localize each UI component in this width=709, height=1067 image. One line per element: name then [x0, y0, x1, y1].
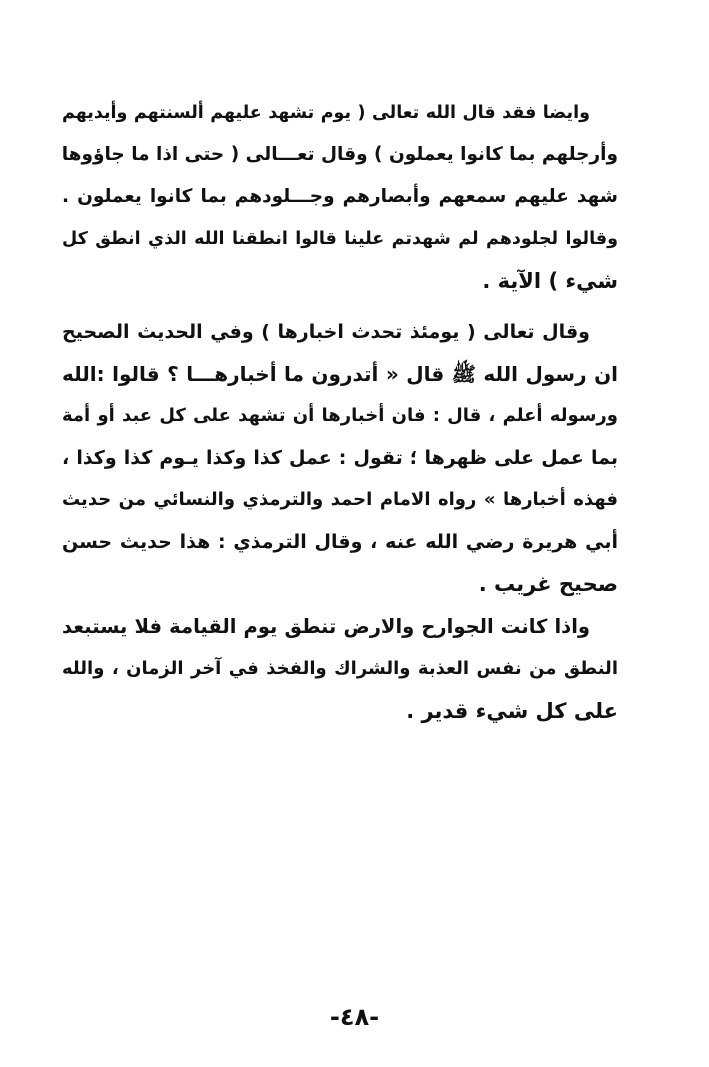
paragraph-line: على كل شيء قدير .	[406, 699, 618, 723]
paragraph-line: صحيح غريب .	[478, 572, 618, 596]
paragraph-line: واذا كانت الجوارح والارض تنطق يوم القيامة فلا يستبعد	[62, 615, 590, 638]
paragraph-line: وقالوا لجلودهم لم شهدتم علينا قالوا انطقنا الله الذي انطق كل	[62, 229, 618, 249]
paragraph-line: بما عمل على ظهرها ؛ تقول : عمل كذا وكذا يـوم كذا وكذا ،	[62, 447, 618, 469]
paragraph-2	[62, 311, 618, 605]
paragraph-line: وقال تعالى ( يومئذ تحدث اخبارها ) وفي الحديث الصحيح	[62, 321, 590, 343]
paragraph-line: ورسوله أعلم ، قال : فان أخبارها أن تشهد على كل عبد أو أمة	[62, 405, 618, 426]
paragraph-line: فهذه أخبارها » رواه الامام احمد والترمذي والنسائي من حديث	[62, 489, 618, 510]
paragraph-line: ان رسول الله ﷺ قال « أتدرون ما أخبارهـــا ؟ قالوا :الله	[62, 362, 618, 386]
paragraph-line: النطق من نفس العذبة والشراك والفخذ في آخر الزمان ، والله	[62, 658, 618, 679]
paragraph-line: وايضا فقد قال الله تعالى ( يوم تشهد عليهم ألسنتهم وأيديهم	[62, 103, 590, 123]
paragraph-line: أبي هريرة رضي الله عنه ، وقال الترمذي : هذا حديث حسن	[62, 531, 618, 553]
paragraph-3	[62, 606, 618, 732]
page-number: -٤٨-	[329, 1003, 380, 1031]
paragraph-line: شهد عليهم سمعهم وأبصارهم وجـــلودهم بما كانوا يعملون .	[62, 186, 618, 207]
paragraph-line: وأرجلهم بما كانوا يعملون ) وقال تعـــالى ( حتى اذا ما جاؤوها	[61, 144, 618, 165]
paragraph-1	[62, 92, 618, 302]
paragraph-line: شيء ) الآية .	[482, 269, 618, 293]
